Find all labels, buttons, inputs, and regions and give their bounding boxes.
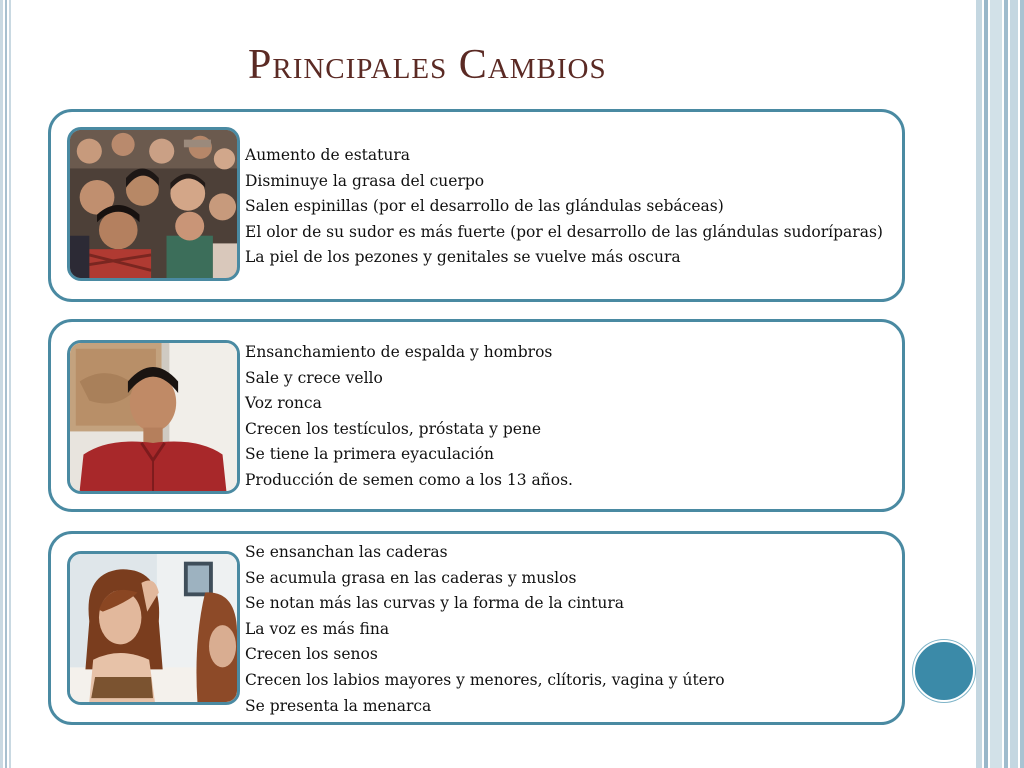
list-item: Se ensanchan las caderas (245, 543, 448, 561)
changes-list-boys (245, 340, 573, 494)
list-item: Ensanchamiento de espalda y hombros (245, 343, 553, 361)
changes-list-general (245, 143, 883, 271)
list-item: Se presenta la menarca (245, 696, 432, 715)
left-border-decoration (0, 0, 12, 768)
list-item: Disminuye la grasa del cuerpo (245, 171, 485, 190)
list-item: Crecen los testículos, próstata y pene (245, 419, 542, 438)
decorative-circle (913, 640, 975, 702)
list-item: La piel de los pezones y genitales se vuelve más oscura (245, 248, 681, 267)
list-item: Se tiene la primera eyaculación (245, 445, 495, 464)
right-border-decoration (976, 0, 1024, 768)
teenage-boy-photo (67, 340, 240, 494)
list-item: Salen espinillas (por el desarrollo de las glándulas sebáceas) (245, 197, 724, 216)
list-item: La voz es más fina (245, 619, 390, 638)
changes-list-girls (245, 540, 725, 719)
list-item: Crecen los labios mayores y menores, clítoris, vagina y útero (245, 670, 725, 689)
list-item: El olor de su sudor es más fuerte (por el desarrollo de las glándulas sudoríparas) (245, 222, 883, 241)
list-item: Sale y crece vello (245, 368, 383, 387)
slide-title: Principales Cambios (248, 42, 607, 88)
list-item: Crecen los senos (245, 645, 378, 664)
group-of-teenagers-photo (67, 127, 240, 281)
teenage-girl-mirror-photo (67, 551, 240, 705)
list-item: Se acumula grasa en las caderas y muslos (245, 568, 577, 587)
list-item: Aumento de estatura (245, 146, 410, 164)
list-item: Se notan más las curvas y la forma de la cintura (245, 594, 625, 613)
list-item: Producción de semen como a los 13 años. (245, 470, 573, 489)
list-item: Voz ronca (245, 394, 322, 413)
